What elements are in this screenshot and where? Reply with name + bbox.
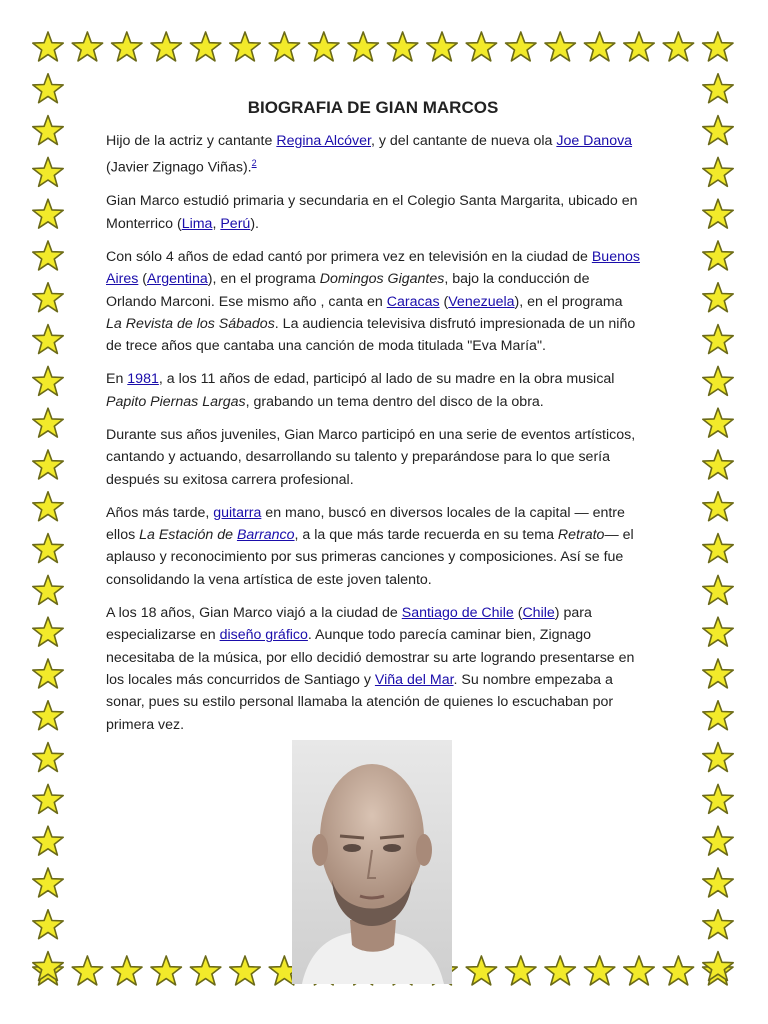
star-icon — [703, 450, 733, 479]
star-icon — [72, 32, 102, 61]
text-run: Años más tarde, — [106, 504, 214, 521]
text-run: ), en el programa — [207, 271, 320, 288]
paragraph-2 — [106, 190, 640, 235]
star-icon — [703, 283, 733, 312]
star-icon — [33, 617, 63, 646]
italic-text: Papito Piernas Largas — [106, 393, 246, 410]
star-icon — [190, 32, 220, 61]
star-icon — [112, 32, 142, 61]
star-icon — [703, 408, 733, 437]
star-icon — [703, 157, 733, 186]
star-icon — [33, 199, 63, 228]
star-icon — [703, 659, 733, 688]
star-icon — [703, 743, 733, 772]
paragraph-4 — [106, 368, 640, 413]
link-lima[interactable]: Lima — [181, 215, 213, 232]
star-icon — [33, 910, 63, 939]
star-icon — [703, 241, 733, 270]
star-icon — [663, 32, 693, 61]
star-icon — [33, 408, 63, 437]
text-run: , y del cantante de nueva ola — [371, 133, 557, 149]
text-run: ( — [513, 605, 523, 622]
text-run: ), en el programa — [514, 293, 623, 310]
italic-text: La Revista de los Sábados — [106, 315, 275, 332]
star-icon — [387, 32, 417, 61]
star-icon — [33, 116, 63, 145]
star-icon — [269, 32, 299, 61]
star-icon — [703, 701, 733, 730]
link-argentina[interactable]: Argentina — [147, 271, 208, 288]
star-icon — [703, 492, 733, 521]
star-icon — [703, 910, 733, 939]
text-run: — el aplauso y reconocimiento por sus primeras canciones y composiciones. Así se fue consolidando la vena artística de este joven talento. — [106, 527, 634, 588]
star-icon — [703, 116, 733, 145]
page-title: BIOGRAFIA DE GIAN MARCOS — [247, 98, 499, 117]
star-icon — [624, 32, 654, 61]
star-icon — [545, 32, 575, 61]
link-caracas[interactable]: Caracas — [386, 293, 440, 310]
paragraph-3 — [106, 246, 640, 357]
text-run: , — [212, 215, 221, 232]
star-icon — [703, 74, 733, 103]
link-regina-alcóver[interactable]: Regina Alcóver — [276, 133, 371, 149]
star-icon — [703, 199, 733, 228]
star-icon — [151, 32, 181, 61]
star-icon — [33, 157, 63, 186]
paragraph-7 — [106, 602, 640, 736]
text-run: ( — [439, 293, 449, 310]
document-body — [106, 98, 640, 747]
star-icon — [151, 956, 181, 985]
star-icon — [309, 32, 339, 61]
star-icon — [190, 956, 220, 985]
star-icon — [545, 956, 575, 985]
star-icon — [33, 450, 63, 479]
link-barranco[interactable]: Barranco — [236, 527, 295, 544]
star-icon — [33, 575, 63, 604]
link-perú[interactable]: Perú — [220, 215, 251, 232]
star-icon — [506, 32, 536, 61]
text-run: . Su nombre empezaba a sonar, pues su estilo personal llamaba la atención de quienes lo escuchaban por primera vez. — [106, 671, 614, 733]
star-icon — [33, 325, 63, 354]
star-icon — [506, 956, 536, 985]
star-icon — [230, 956, 260, 985]
text-run: ( — [138, 271, 147, 288]
link-buenos-aires[interactable]: Buenos Aires — [106, 248, 640, 288]
italic-text: Retrato — [557, 527, 605, 544]
star-icon — [33, 32, 63, 61]
star-icon — [703, 366, 733, 395]
star-icon — [33, 366, 63, 395]
link-santiago-de-chile[interactable]: Santiago de Chile — [401, 605, 514, 622]
link-1981[interactable]: 1981 — [127, 371, 159, 388]
star-icon — [466, 956, 496, 985]
star-icon — [663, 956, 693, 985]
star-icon — [33, 868, 63, 897]
star-icon — [33, 701, 63, 730]
italic-text: Domingos Gigantes — [319, 271, 445, 288]
star-icon — [427, 32, 457, 61]
star-icon — [703, 617, 733, 646]
star-icon — [112, 956, 142, 985]
text-run: Hijo de la actriz y cantante — [106, 133, 277, 149]
biography-text — [106, 130, 640, 736]
text-run: ) para especializarse en — [106, 605, 592, 644]
star-icon — [33, 659, 63, 688]
link-venezuela[interactable]: Venezuela — [448, 293, 515, 310]
text-run: , grabando un tema dentro del disco de la obra. — [245, 393, 544, 410]
star-icon — [348, 32, 378, 61]
text-run: (Javier Zignago Viñas). — [106, 160, 252, 177]
text-run: . La audiencia televisiva disfrutó impresionada de un niño de trece años que cantaba una canción de moda titulada "Eva María". — [106, 315, 636, 355]
link-guitarra[interactable]: guitarra — [213, 504, 262, 521]
link-chile[interactable]: Chile — [522, 605, 555, 622]
star-icon — [230, 32, 260, 61]
star-icon — [703, 784, 733, 813]
paragraph-5 — [106, 424, 640, 491]
text-run: En — [106, 371, 128, 388]
text-run: ). — [250, 215, 259, 232]
link-joe-danova[interactable]: Joe Danova — [556, 133, 633, 149]
link-2[interactable]: 2 — [251, 158, 257, 169]
star-icon — [33, 826, 63, 855]
text-run: en mano, buscó en diversos locales de la capital — entre ellos — [106, 504, 625, 544]
text-run: , a los 11 años de edad, participó al lado de su madre en la obra musical — [158, 371, 615, 388]
text-run: Gian Marco estudió primaria y secundaria en el Colegio Santa Margarita, ubicado en Monterrico ( — [106, 193, 638, 232]
link-viña-del-mar[interactable]: Viña del Mar — [374, 671, 454, 688]
star-icon — [33, 492, 63, 521]
star-icon — [703, 325, 733, 354]
star-icon — [584, 956, 614, 985]
italic-text: La Estación de — [139, 527, 237, 544]
text-run: Durante sus años juveniles, Gian Marco participó en una serie de eventos artísticos, cantando y actuando, desarrollando su talento y preparándose para lo que sería después su exitosa carrera profesional. — [106, 427, 636, 488]
link-diseño-gráfico[interactable]: diseño gráfico — [219, 627, 308, 644]
star-icon — [33, 784, 63, 813]
star-icon — [466, 32, 496, 61]
star-icon — [33, 534, 63, 563]
portrait-photo — [292, 740, 452, 984]
star-icon — [703, 534, 733, 563]
star-icon — [584, 32, 614, 61]
star-icon — [703, 826, 733, 855]
star-icon — [33, 743, 63, 772]
paragraph-1 — [106, 130, 640, 179]
paragraph-6 — [106, 502, 640, 591]
star-icon — [703, 868, 733, 897]
text-run: , bajo la conducción de Orlando Marconi. Ese mismo año , canta en — [106, 271, 590, 310]
text-run: . Aunque todo parecía caminar bien, Zignago necesitaba de la música, por ello decidió demostrar su arte logrando presentarse en los locales más concurridos de Santiago y — [106, 627, 635, 688]
text-run: Con sólo 4 años de edad cantó por primera vez en televisión en la ciudad de — [106, 248, 592, 265]
star-icon — [703, 575, 733, 604]
star-icon — [703, 32, 733, 61]
text-run: A los 18 años, Gian Marco viajó a la ciudad de — [106, 605, 402, 622]
text-run: , a la que más tarde recuerda en su tema — [294, 527, 558, 544]
star-icon — [33, 74, 63, 103]
star-icon — [624, 956, 654, 985]
star-icon — [33, 241, 63, 270]
star-icon — [33, 283, 63, 312]
star-icon — [72, 956, 102, 985]
